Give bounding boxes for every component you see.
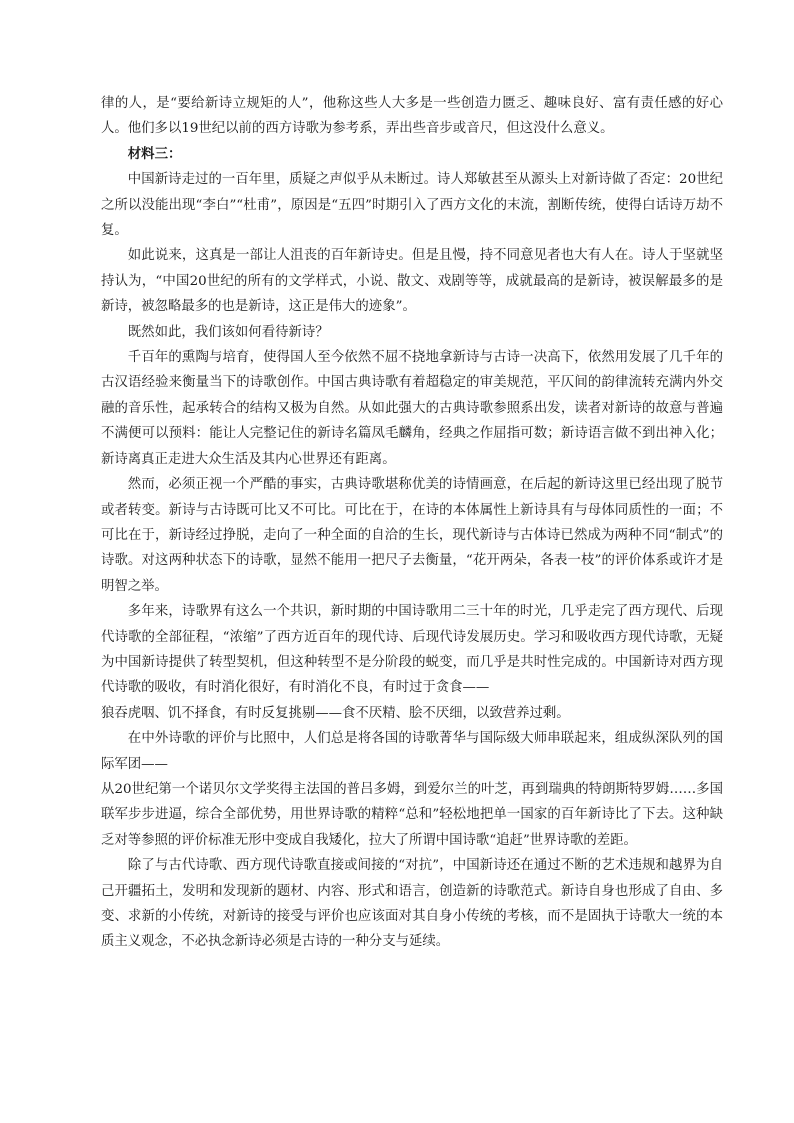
paragraph-continuation: 律的人，是“要给新诗立规矩的人”，他称这些人大多是一些创造力匮乏、趣味良好、富有责任感的好心人。他们多以19世纪以前的西方诗歌为参考系，弄出些音步或音尺，但这没什么意义。 — [101, 96, 723, 137]
paragraph: 然而，必须正视一个严酷的事实，古典诗歌堪称优美的诗情画意，在后起的新诗这里已经出现了脱节或者转变。新诗与古诗既可比又不可比。可比在于，在诗的本体属性上新诗具有与母体同质性的一面；不可比在于，新诗经过挣脱，走向了一种全面的自洽的生长，现代新诗与古体诗已然成为两种不同“制式”的诗歌。对这两种状态下的诗歌，显然不能用一把尺子去衡量，“花开两朵，各表一枝”的评价体系或许才是明智之举。 — [101, 477, 723, 594]
paragraph: 多年来，诗歌界有这么一个共识，新时期的中国诗歌用二三十年的时光，几乎走完了西方现代、后现代诗歌的全部征程，“浓缩”了西方近百年的现代诗、后现代诗发展历史。学习和吸收西方现代诗歌，无疑为中国新诗提供了转型契机，但这种转型不是分阶段的蜕变，而几乎是共时性完成的。中国新诗对西方现代诗歌的吸收，有时消化很好，有时消化不良，有时过于贪食—— — [101, 604, 723, 696]
paragraph: 在中外诗歌的评价与比照中，人们总是将各国的诗歌菁华与国际级大师串联起来，组成纵深队列的国际军团—— — [101, 731, 723, 772]
paragraph: 除了与古代诗歌、西方现代诗歌直接或间接的“对抗”，中国新诗还在通过不断的艺术违规和越界为自己开疆拓土，发明和发现新的题材、内容、形式和语言，创造新的诗歌范式。新诗自身也形成了自由、多变、求新的小传统，对新诗的接受与评价也应该面对其自身小传统的考核，而不是固执于诗歌大一统的本质主义观念，不必执念新诗必须是古诗的一种分支与延续。 — [101, 858, 723, 950]
paragraph: 千百年的熏陶与培育，使得国人至今依然不屈不挠地拿新诗与古诗一决高下，依然用发展了几千年的古汉语经验来衡量当下的诗歌创作。中国古典诗歌有着超稳定的审美规范，平仄间的韵律流转充满内外交融的音乐性，起承转合的结构又极为自然。从如此强大的古典诗歌参照系出发，读者对新诗的故意与普遍不满便可以预料：能让人完整记住的新诗名篇凤毛麟角，经典之作屈指可数；新诗语言做不到出神入化；新诗离真正走进大众生活及其内心世界还有距离。 — [101, 350, 723, 467]
section-heading-material-three: 材料三： — [127, 145, 182, 162]
paragraph: 中国新诗走过的一百年里，质疑之声似乎从未断过。诗人郑敏甚至从源头上对新诗做了否定：20世纪之所以没能出现“李白”“杜甫”，原因是“五四”时期引入了西方文化的末流，割断传统，使得白话诗万劫不复。 — [101, 172, 723, 239]
document-body — [101, 91, 723, 955]
paragraph: 如此说来，这真是一部让人沮丧的百年新诗史。但是且慢，持不同意见者也大有人在。诗人于坚就坚持认为，“中国20世纪的所有的文学样式，小说、散文、戏剧等等，成就最高的是新诗，被误解最多的是新诗，被忽略最多的也是新诗，这正是伟大的迹象”。 — [101, 248, 723, 315]
paragraph-continuation: 狼吞虎咽、饥不择食，有时反复挑剔——食不厌精、脍不厌细，以致营养过剩。 — [101, 705, 570, 721]
paragraph: 既然如此，我们该如何看待新诗？ — [127, 324, 329, 340]
paragraph-continuation: 从20世纪第一个诺贝尔文学奖得主法国的普吕多姆，到爱尔兰的叶芝，再到瑞典的特朗斯特罗姆……多国联军步步进逼，综合全部优势，用世界诗歌的精粹“总和”轻松地把单一国家的百年新诗比了下去。这种缺乏对等参照的评价标准无形中变成自我矮化，拉大了所谓中国诗歌“追赶”世界诗歌的差距。 — [101, 781, 723, 848]
